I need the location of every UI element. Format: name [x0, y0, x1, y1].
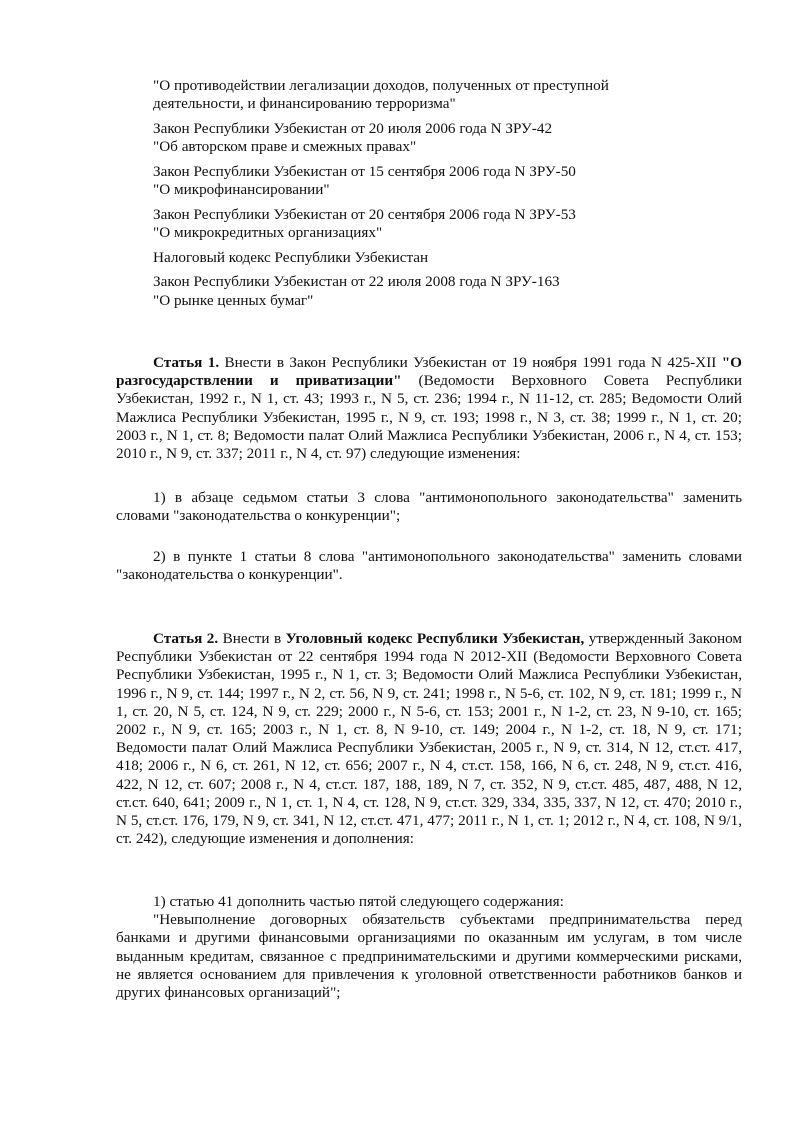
article-2-code-title: Уголовный кодекс Республики Узбекистан,	[285, 630, 585, 647]
law-entry-1	[153, 77, 753, 113]
article-1-item-1	[116, 489, 742, 525]
article-2-intro: Внести в	[218, 630, 286, 647]
law-entry-6	[153, 273, 753, 309]
article-2-item-1	[116, 893, 742, 1002]
article-1-intro: Внести в Закон Республики Узбекистан от 19 ноября 1991 года N 425-XII	[219, 354, 722, 371]
law-title-line: Закон Республики Узбекистан от 22 июля 2008 года N ЗРУ-163	[153, 273, 560, 291]
amendment-item: 1) статью 41 дополнить частью пятой следующего содержания:	[153, 893, 564, 910]
article-2	[116, 630, 742, 848]
article-2-heading: Статья 2.	[153, 630, 219, 647]
law-title-line: "О микрокредитных организациях"	[153, 223, 383, 241]
article-1-law-title: "О разгосударствлении и приватизации"	[116, 354, 742, 390]
law-title-line: "О рынке ценных бумаг"	[153, 291, 314, 309]
law-title-line: Налоговый кодекс Республики Узбекистан	[153, 248, 429, 266]
law-title-line: "О противодействии легализации доходов, полученных от преступной	[153, 77, 609, 94]
law-title-line: "О микрофинансировании"	[153, 181, 330, 199]
article-2-text: утвержденный Законом Республики Узбекистан от 22 сентября 1994 года N 2012-XII (Ведомости Верховного Совета Республики Узбекистан, 1995 г., N 1, ст. 3; Ведомости Олий Мажлиса Республики Узбекистан, 1996 г., N 9, ст. 144; 1997 г., N 2, ст. 56, N 9, ст. 241; 1998 г., N 5-6, ст. 102, N 9, ст. 181; 1999 г., N 1, ст. 20, N 5, ст. 124, N 9, ст. 229; 2000 г., N 5-6, ст. 153; 2001 г., N 1-2, ст. 23, N 9-10, ст. 165; 2002 г., N 9, ст. 165; 2003 г., N 1, ст. 8, N 9-10, ст. 149; 2004 г., N 1-2, ст. 18, N 9, ст. 171; Ведомости палат Олий Мажлиса Республики Узбекистан, 2005 г., N 9, ст. 314, N 12, ст.ст. 417, 418; 2006 г., N 6, ст. 261, N 12, ст. 656; 2007 г., N 4, ст.ст. 158, 166, N 6, ст. 248, N 9, ст.ст. 416, 422, N 12, ст. 607; 2008 г., N 4, ст.ст. 187, 188, 189, N 7, ст. 352, N 9, ст.ст. 485, 487, 488, N 12, ст.ст. 640, 641; 2009 г., N 1, ст. 1, N 4, ст. 128, N 9, ст.ст. 329, 334, 335, 337, N 12, ст. 470; 2010 г., N 5, ст.ст. 176, 179, N 9, ст. 341, N 12, ст.ст. 471, 477; 2011 г., N 1, ст. 1; 2012 г., N 4, ст. 108, N 9/1, ст. 242), следующие изменения и дополнения:	[116, 630, 742, 848]
article-1-heading: Статья 1.	[153, 354, 220, 371]
law-title-line: Закон Республики Узбекистан от 20 сентября 2006 года N ЗРУ-53	[153, 205, 576, 223]
article-1-text: (Ведомости Верховного Совета Республики Узбекистан, 1992 г., N 1, ст. 43; 1993 г., N 5, ст. 236; 1994 г., N 11-12, ст. 285; Ведомости Олий Мажлиса Республики Узбекистан, 1995 г., N 9, ст. 193; 1998 г., N 3, ст. 38; 1999 г., N 1, ст. 20; 2003 г., N 1, ст. 8; Ведомости палат Олий Мажлиса Республики Узбекистан, 2006 г., N 4, ст. 153; 2010 г., N 9, ст. 337; 2011 г., N 4, ст. 97) следующие изменения:	[116, 372, 742, 463]
law-entry-3	[153, 163, 753, 199]
law-entry-4	[153, 206, 753, 242]
related-laws-list	[153, 77, 753, 316]
law-entry-2	[153, 120, 753, 156]
amendment-quote: "Невыполнение договорных обязательств субъектами предпринимательства перед банками и другими финансовыми организациями по оказанным им услугам, в том числе выданным кредитам, связанное с предпринимательскими и другими коммерческими рисками, не является основанием для привлечения к уголовной ответственности работников банков и других финансовых организаций";	[116, 911, 742, 1002]
law-title-line: деятельности, и финансированию терроризма"	[153, 95, 456, 113]
amendment-item: 2) в пункте 1 статьи 8 слова "антимонопольного законодательства" заменить словами "законодательства о конкуренции".	[116, 548, 742, 584]
law-title-line: Закон Республики Узбекистан от 20 июля 2006 года N ЗРУ-42	[153, 119, 553, 137]
article-1-body	[116, 354, 742, 463]
article-1	[116, 354, 742, 463]
article-2-body	[116, 630, 742, 848]
article-1-item-2	[116, 548, 742, 584]
law-title-line: Закон Республики Узбекистан от 15 сентября 2006 года N ЗРУ-50	[153, 162, 576, 180]
law-entry-5	[153, 249, 753, 267]
law-title-line: "Об авторском праве и смежных правах"	[153, 138, 417, 156]
amendment-item: 1) в абзаце седьмом статьи 3 слова "антимонопольного законодательства" заменить словами "законодательства о конкуренции";	[116, 489, 742, 525]
